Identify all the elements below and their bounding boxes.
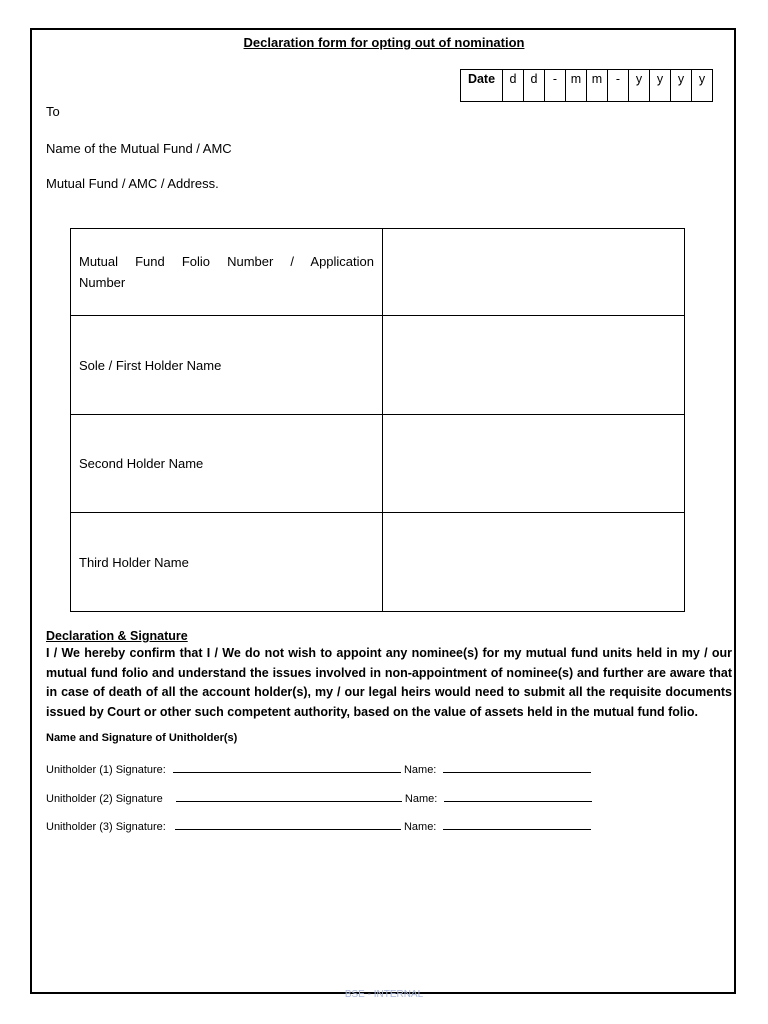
declaration-text: I / We hereby confirm that I / We do not wish to appoint any nominee(s) for my mutual fund units held in my / our mutual fund folio and understand the issues involved in non-appointment of nominee(s) and further are aware that in case of death of all the account holder(s), my / our legal heirs would need to submit all the requisite documents issued by Court or other such competent authority, based on the value of assets held in the mutual fund folio. (46, 646, 732, 719)
unitholder-1-name-label: Name: (403, 764, 437, 776)
sole-holder-row (71, 316, 685, 415)
date-year-4[interactable]: y (692, 70, 713, 102)
date-month-2[interactable]: m (587, 70, 608, 102)
third-holder-input-cell[interactable] (383, 513, 685, 612)
unitholder-1-signature-label: Unitholder (1) Signature: (46, 764, 166, 776)
unitholder-2-signature-label: Unitholder (2) Signature (46, 793, 163, 805)
folio-label-line1: Mutual Fund Folio Number / Application (79, 254, 374, 269)
unitholder-3-name-label: Name: (403, 821, 437, 833)
sole-holder-input-cell[interactable] (383, 316, 685, 415)
signature-heading: Name and Signature of Unitholder(s) (46, 732, 238, 744)
date-month-1[interactable]: m (566, 70, 587, 102)
unitholder-2-row (46, 791, 592, 805)
unitholder-1-row (46, 762, 591, 776)
date-box (460, 69, 713, 102)
date-label: Date (461, 70, 503, 102)
date-separator-2: - (608, 70, 629, 102)
unitholder-2-name-line[interactable] (444, 791, 592, 802)
form-title: Declaration form for opting out of nomination (243, 35, 525, 50)
unitholder-1-name-line[interactable] (443, 762, 591, 773)
mf-name-label: Name of the Mutual Fund / AMC (46, 141, 232, 156)
unitholder-2-signature-line[interactable] (176, 791, 402, 802)
date-year-3[interactable]: y (671, 70, 692, 102)
sole-holder-label: Sole / First Holder Name (71, 316, 383, 415)
folio-input-cell[interactable] (383, 229, 685, 316)
second-holder-label: Second Holder Name (71, 415, 383, 513)
folio-row (71, 229, 685, 316)
watermark: BSE - INTERNAL (344, 989, 424, 1000)
holder-details-table (70, 228, 685, 612)
date-day-2[interactable]: d (524, 70, 545, 102)
folio-label-line2: Number (79, 275, 126, 290)
declaration-heading: Declaration & Signature (46, 629, 188, 643)
unitholder-3-signature-line[interactable] (175, 819, 401, 830)
third-holder-row (71, 513, 685, 612)
date-separator-1: - (545, 70, 566, 102)
date-year-2[interactable]: y (650, 70, 671, 102)
unitholder-2-name-label: Name: (404, 793, 438, 805)
unitholder-3-row (46, 819, 591, 833)
unitholder-1-signature-line[interactable] (173, 762, 401, 773)
to-label: To (46, 104, 60, 119)
third-holder-label: Third Holder Name (71, 513, 383, 612)
second-holder-row (71, 415, 685, 513)
unitholder-3-name-line[interactable] (443, 819, 591, 830)
date-year-1[interactable]: y (629, 70, 650, 102)
unitholder-3-signature-label: Unitholder (3) Signature: (46, 821, 166, 833)
date-day-1[interactable]: d (503, 70, 524, 102)
folio-label (71, 229, 383, 316)
mf-address-label: Mutual Fund / AMC / Address. (46, 176, 219, 191)
second-holder-input-cell[interactable] (383, 415, 685, 513)
